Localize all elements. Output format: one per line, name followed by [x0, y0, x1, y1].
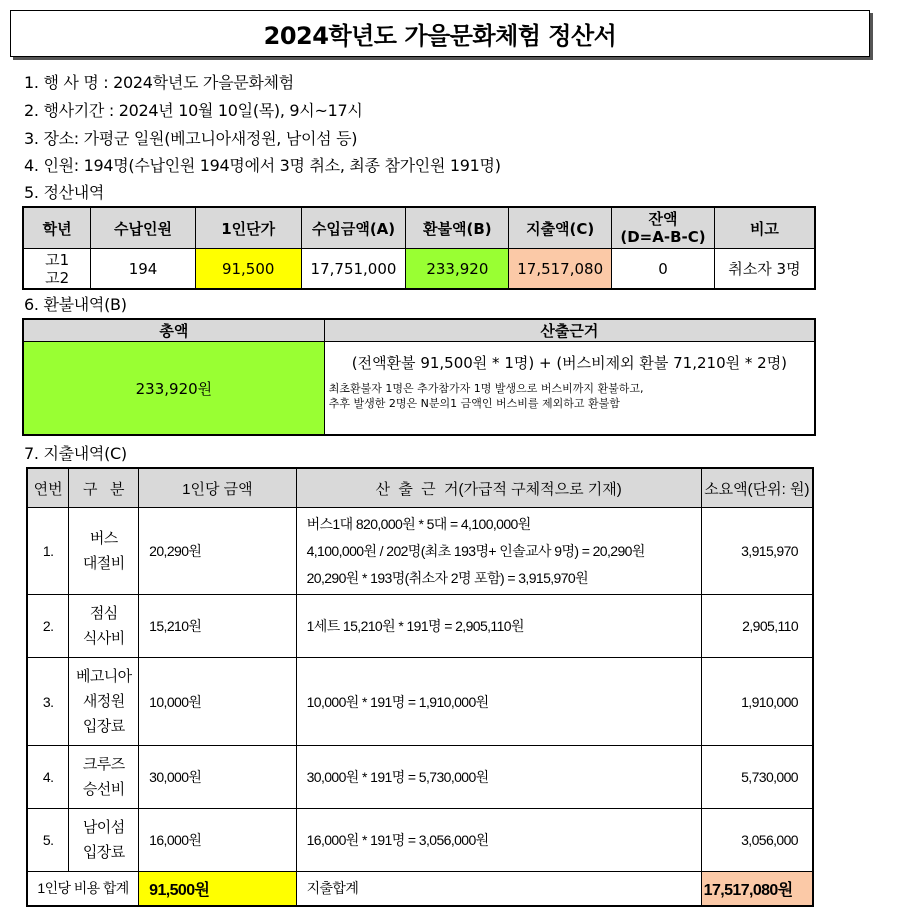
row-per-person: 10,000원	[139, 658, 296, 746]
expense-section-label: 7. 지출내역(C)	[24, 444, 127, 463]
refund-section-label: 6. 환불내역(B)	[24, 295, 127, 314]
expense-table	[26, 467, 814, 907]
refund-basis-note	[329, 381, 810, 411]
row-amount: 5,730,000	[701, 746, 813, 809]
footer-label: 1인당 비용 합계	[27, 872, 139, 906]
row-category-line2: 식사비	[82, 630, 125, 647]
row-amount: 3,915,970	[701, 508, 813, 595]
row-no: 4.	[27, 746, 69, 809]
row-calc-line2: 4,100,000원 / 202명(최초 193명+ 인솔교사 9명) = 20,290원	[306, 542, 645, 559]
row-category	[69, 595, 139, 658]
refund-header-basis: 산출근거	[324, 319, 815, 342]
row-per-person: 30,000원	[139, 746, 296, 809]
row-per-person: 20,290원	[139, 508, 296, 595]
row-no: 1.	[27, 508, 69, 595]
row-category	[69, 508, 139, 595]
refund-total: 233,920원	[23, 342, 324, 436]
expense-header-row	[27, 468, 813, 508]
footer-per-total: 91,500원	[139, 872, 296, 906]
row-calc-line3: 20,290원 * 193명(취소자 2명 포함) = 3,915,970원	[306, 569, 589, 586]
header-unit-price: 1인단가	[195, 207, 301, 249]
header-refund: 환불액(B)	[406, 207, 509, 249]
expense-header-category: 구 분	[69, 468, 139, 508]
cell-income: 17,751,000	[301, 249, 406, 290]
header-balance-line2: (D=A-B-C)	[620, 228, 706, 246]
row-category-line3: 입장료	[82, 718, 125, 735]
expense-header-calc: 산 출 근 거(가급적 구체적으로 기재)	[296, 468, 701, 508]
row-category	[69, 809, 139, 872]
cell-balance: 0	[612, 249, 715, 290]
row-amount: 3,056,000	[701, 809, 813, 872]
info-event-name: 1. 행 사 명 : 2024학년도 가을문화체험	[24, 73, 294, 92]
document-title: 2024학년도 가을문화체험 정산서	[263, 22, 617, 50]
expense-row-2	[27, 595, 813, 658]
row-calc: 16,000원 * 191명 = 3,056,000원	[296, 809, 701, 872]
grade-line2: 고2	[45, 268, 70, 287]
header-note: 비고	[714, 207, 815, 249]
refund-header-total: 총액	[23, 319, 324, 342]
row-category-line2: 대절비	[82, 555, 125, 572]
cell-refund: 233,920	[406, 249, 509, 290]
row-calc	[296, 508, 701, 595]
refund-header-row	[23, 319, 815, 342]
expense-row-3	[27, 658, 813, 746]
title-box	[10, 10, 870, 57]
row-category-line2: 입장료	[82, 844, 125, 861]
row-no: 2.	[27, 595, 69, 658]
row-category-line1: 남이섬	[82, 819, 125, 836]
refund-basis-formula: (전액환불 91,500원 * 1명) + (버스비제외 환불 71,210원 * 2명)	[351, 354, 788, 372]
info-location: 3. 장소: 가평군 일원(베고니아새정원, 남이섬 등)	[24, 129, 358, 148]
header-count: 수납인원	[91, 207, 196, 249]
header-expense: 지출액(C)	[509, 207, 612, 249]
row-category-line2: 새정원	[82, 693, 125, 710]
expense-footer-row	[27, 872, 813, 906]
header-balance-line1: 잔액	[648, 210, 678, 228]
cell-grade	[23, 249, 91, 290]
header-balance	[612, 207, 715, 249]
header-income: 수입금액(A)	[301, 207, 406, 249]
expense-row-1	[27, 508, 813, 595]
settlement-table	[22, 206, 816, 290]
footer-sum-label: 지출합계	[296, 872, 701, 906]
row-category-line1: 크루즈	[82, 756, 125, 773]
grade-line1: 고1	[45, 250, 70, 269]
settlement-data-row	[23, 249, 815, 290]
cell-unit-price: 91,500	[195, 249, 301, 290]
refund-basis-note-line2: 추후 발생한 2명은 N분의1 금액인 버스비를 제외하고 환불함	[328, 397, 620, 410]
row-no: 3.	[27, 658, 69, 746]
refund-basis	[324, 342, 815, 436]
row-calc: 10,000원 * 191명 = 1,910,000원	[296, 658, 701, 746]
footer-sum-total: 17,517,080원	[701, 872, 813, 906]
row-category-line2: 승선비	[82, 781, 125, 798]
row-category-line1: 버스	[89, 530, 118, 547]
refund-table	[22, 318, 816, 436]
cell-count: 194	[91, 249, 196, 290]
info-participants: 4. 인원: 194명(수납인원 194명에서 3명 취소, 최종 참가인원 191명)	[24, 156, 501, 175]
row-category-line1: 점심	[89, 605, 118, 622]
row-per-person: 15,210원	[139, 595, 296, 658]
settlement-header-row	[23, 207, 815, 249]
row-amount: 1,910,000	[701, 658, 813, 746]
row-category	[69, 658, 139, 746]
row-amount: 2,905,110	[701, 595, 813, 658]
row-no: 5.	[27, 809, 69, 872]
cell-note: 취소자 3명	[714, 249, 815, 290]
header-grade: 학년	[23, 207, 91, 249]
refund-basis-note-line1: 최초환불자 1명은 추가참가자 1명 발생으로 버스비까지 환불하고,	[328, 382, 644, 395]
row-calc: 1세트 15,210원 * 191명 = 2,905,110원	[296, 595, 701, 658]
row-category-line1: 베고니아	[75, 668, 132, 685]
row-calc: 30,000원 * 191명 = 5,730,000원	[296, 746, 701, 809]
expense-header-no: 연번	[27, 468, 69, 508]
expense-row-4	[27, 746, 813, 809]
row-calc-line1: 버스1대 820,000원 * 5대 = 4,100,000원	[306, 515, 531, 532]
info-event-period: 2. 행사기간 : 2024년 10월 10일(목), 9시~17시	[24, 101, 363, 120]
row-category	[69, 746, 139, 809]
row-per-person: 16,000원	[139, 809, 296, 872]
settlement-section-label: 5. 정산내역	[24, 183, 105, 202]
refund-data-row	[23, 342, 815, 436]
expense-header-per-person: 1인당 금액	[139, 468, 296, 508]
expense-row-5	[27, 809, 813, 872]
expense-header-amount: 소요액(단위: 원)	[701, 468, 813, 508]
cell-expense: 17,517,080	[509, 249, 612, 290]
